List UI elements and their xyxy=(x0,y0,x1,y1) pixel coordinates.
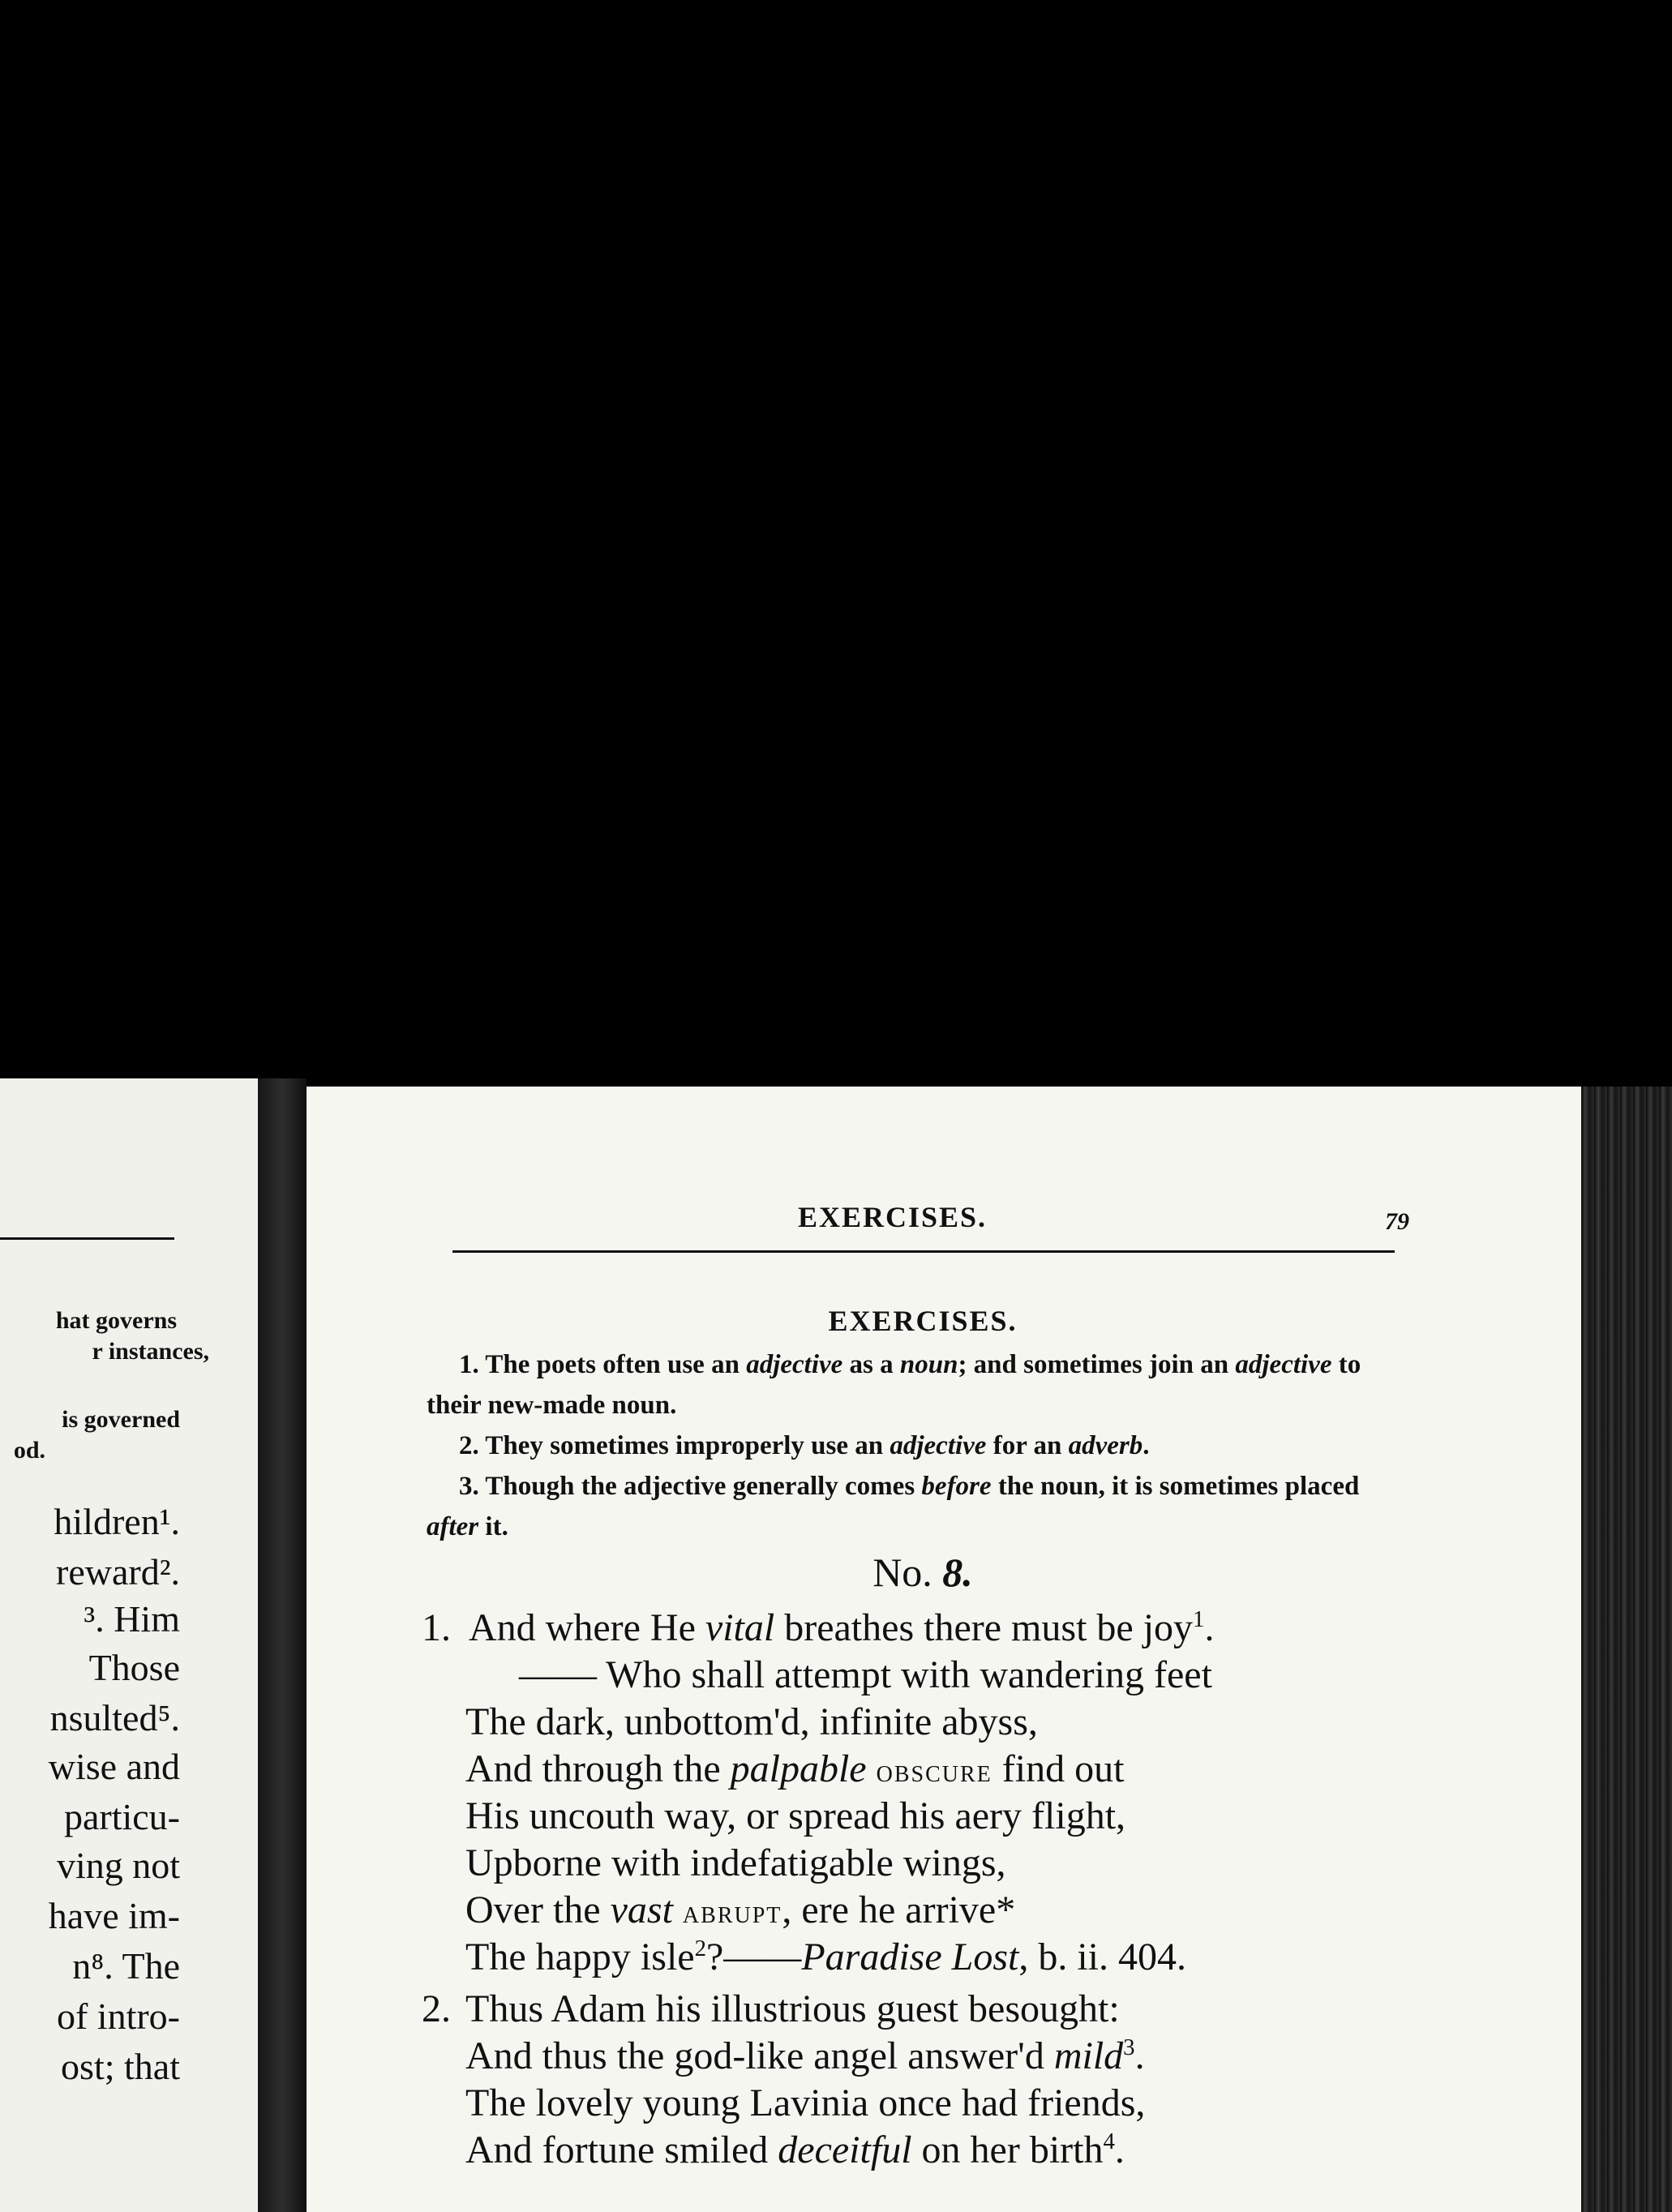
verse-line xyxy=(465,1747,1124,1791)
verse-line: His uncouth way, or spread his aery flight, xyxy=(465,1794,1126,1837)
left-page xyxy=(0,1078,258,2212)
left-line: od. xyxy=(13,1437,45,1464)
footnote-mark: 4 xyxy=(1103,2128,1115,2154)
rule-text: it. xyxy=(478,1512,508,1541)
rule-text: The poets often use an xyxy=(485,1350,747,1379)
left-line: r instances, xyxy=(92,1338,209,1365)
verse-text: And through the xyxy=(465,1747,731,1790)
verse-text: breathes there must be joy xyxy=(774,1606,1194,1649)
rule-text: Though the adjective generally comes xyxy=(485,1472,922,1501)
verse-line xyxy=(465,2128,1125,2172)
verse-text: . xyxy=(1114,2128,1125,2171)
left-line: is governed xyxy=(62,1406,180,1433)
rule-emphasis: noun xyxy=(899,1350,958,1379)
verse-number: 2. xyxy=(422,1987,451,2030)
footnote-mark: 1 xyxy=(1193,1606,1205,1632)
left-page-rule xyxy=(0,1237,174,1240)
verse-emphasis: vast xyxy=(610,1888,673,1931)
running-head: EXERCISES. xyxy=(797,1201,988,1233)
rules-list xyxy=(427,1344,1408,1547)
number-value: 8. xyxy=(942,1550,973,1595)
verse-small-caps: abrupt xyxy=(682,1893,782,1930)
number-heading xyxy=(307,1549,1539,1596)
number-label: No. xyxy=(872,1550,932,1595)
verse-text: And fortune smiled xyxy=(465,2128,778,2171)
rule-item xyxy=(427,1466,1408,1547)
rule-text: the noun, it is sometimes placed xyxy=(991,1472,1360,1501)
left-line: ³. Him xyxy=(84,1598,180,1640)
page-number: 79 xyxy=(1385,1208,1409,1235)
verse-text: on her birth xyxy=(911,2128,1104,2171)
rule-number: 2. xyxy=(459,1431,479,1460)
left-line: of intro- xyxy=(56,1996,180,2037)
rule-emphasis: adjective xyxy=(1235,1350,1332,1379)
verse-text: find out xyxy=(992,1747,1125,1790)
rule-emphasis: after xyxy=(427,1512,479,1541)
left-line: ost; that xyxy=(61,2046,180,2087)
left-line: have im- xyxy=(48,1895,180,1936)
rule-number: 1. xyxy=(459,1350,479,1379)
left-line: n⁸. The xyxy=(72,1945,180,1987)
verse-line xyxy=(469,1605,1214,1650)
verse-small-caps: obscure xyxy=(876,1752,992,1789)
verse-line xyxy=(465,2034,1145,2078)
rule-emphasis: adjective xyxy=(890,1431,987,1460)
rule-item xyxy=(427,1425,1408,1466)
header-rule xyxy=(452,1250,1395,1253)
verse-emphasis: mild xyxy=(1053,2034,1124,2077)
right-page xyxy=(307,1087,1581,2212)
verse-text: . xyxy=(1134,2034,1145,2077)
section-heading: EXERCISES. xyxy=(828,1305,1018,1337)
verse-emphasis: vital xyxy=(705,1606,775,1649)
verse-text: The happy isle xyxy=(465,1935,695,1978)
left-line: Those xyxy=(88,1647,180,1688)
rule-item xyxy=(427,1344,1408,1425)
verse-text: . xyxy=(1204,1606,1215,1649)
left-line: wise and xyxy=(48,1746,180,1787)
rule-text: to their new-made noun. xyxy=(427,1350,1361,1420)
left-line: hildren¹. xyxy=(54,1501,180,1542)
rule-text: . xyxy=(1143,1431,1150,1460)
left-line: ving not xyxy=(56,1845,180,1886)
verse-text: And where He xyxy=(469,1606,705,1649)
page-edges xyxy=(1581,1087,1672,2212)
verse-number: 1. xyxy=(422,1606,451,1649)
verse-line: —— Who shall attempt with wandering feet xyxy=(519,1653,1212,1696)
verse-text: ?—— xyxy=(706,1935,802,1978)
rule-text: ; and sometimes join an xyxy=(958,1350,1236,1379)
rule-text: for an xyxy=(986,1431,1069,1460)
left-line: nsulted⁵. xyxy=(49,1697,180,1738)
left-line: hat governs xyxy=(55,1307,177,1334)
footnote-mark: 2 xyxy=(694,1935,706,1961)
verse-text: , ere he arrive* xyxy=(782,1888,1016,1931)
verse-emphasis: deceitful xyxy=(778,2128,912,2171)
footnote-mark: 3 xyxy=(1123,2034,1135,2060)
verse-text: , b. ii. 404. xyxy=(1018,1935,1187,1978)
verse-emphasis: palpable xyxy=(730,1747,867,1790)
rule-number: 3. xyxy=(459,1472,479,1501)
rule-text: as a xyxy=(842,1350,900,1379)
rule-emphasis: adverb xyxy=(1068,1431,1143,1460)
verse-line xyxy=(465,1888,1015,1932)
verse-line: Thus Adam his illustrious guest besought: xyxy=(465,1987,1120,2030)
verse-text: Over the xyxy=(465,1888,611,1931)
verse-text: And thus the god-like angel answer'd xyxy=(465,2034,1054,2077)
left-line: particu- xyxy=(63,1796,180,1837)
verse-line: The dark, unbottom'd, infinite abyss, xyxy=(465,1700,1038,1743)
verse-line xyxy=(465,1935,1186,1979)
verse-line: The lovely young Lavinia once had friends, xyxy=(465,2081,1146,2124)
book-gutter xyxy=(258,1078,307,2212)
source-title: Paradise Lost xyxy=(801,1935,1019,1978)
left-line: reward². xyxy=(56,1551,180,1593)
verse-line: Upborne with indefatigable wings, xyxy=(465,1841,1006,1884)
rule-text: They sometimes improperly use an xyxy=(485,1431,890,1460)
rule-emphasis: before xyxy=(921,1472,992,1501)
rule-emphasis: adjective xyxy=(746,1350,843,1379)
